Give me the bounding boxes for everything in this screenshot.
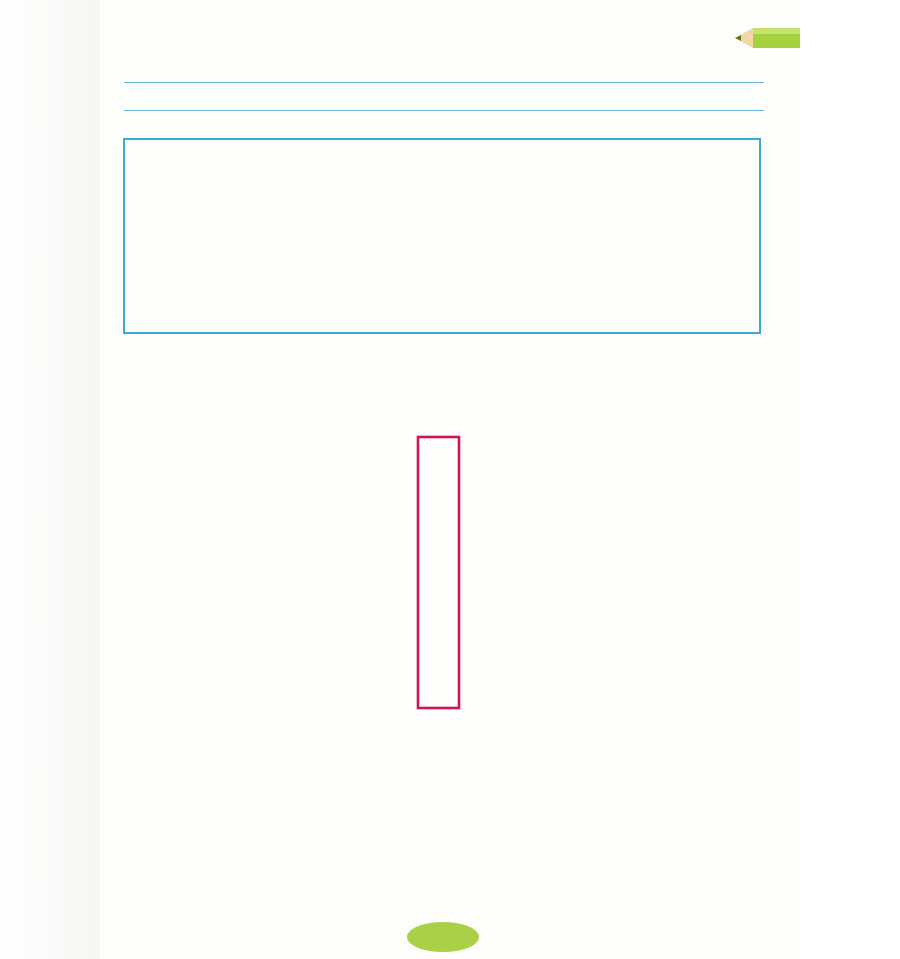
- highlighted-column: [418, 437, 459, 708]
- page-number: [407, 922, 479, 952]
